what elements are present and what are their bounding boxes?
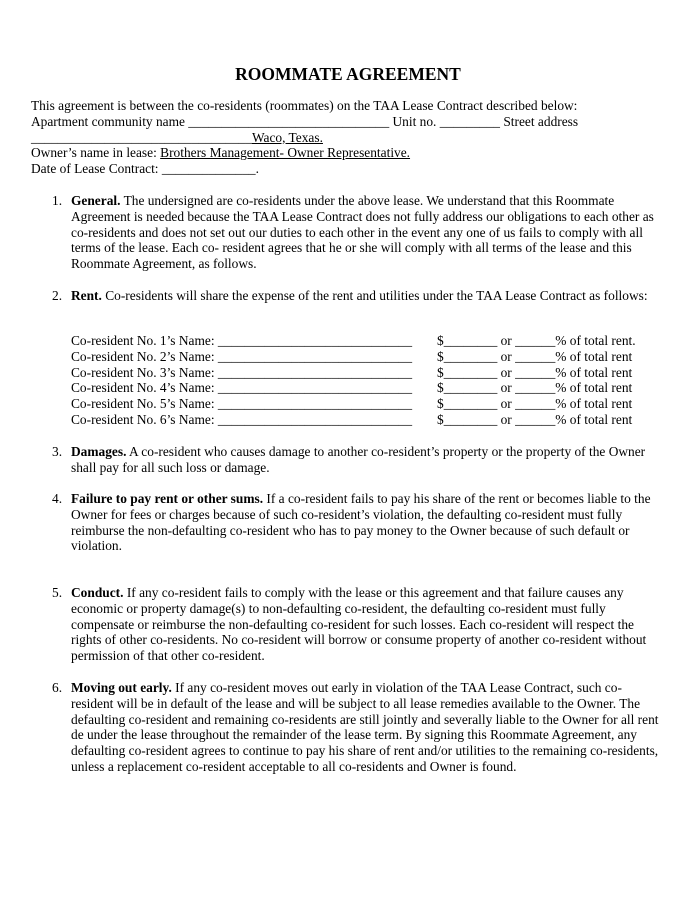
address-city: Waco, Texas. [251,129,323,145]
section-heading: General. [71,193,121,208]
intro-line-owner [31,145,661,161]
co-resident-name-field: Co-resident No. 3’s Name: _____________________________ [71,364,413,380]
section-number: 3. [52,444,63,459]
intro-line-date: Date of Lease Contract: ______________. [31,161,259,177]
rent-share-table [71,333,671,428]
rent-row [71,396,671,412]
rent-share-field: $________ or ______% of total rent [437,411,633,427]
intro-block [31,98,661,177]
rent-share-field: $________ or ______% of total rent [437,380,633,396]
address-blank: _________________________________ [31,129,252,145]
rent-share-field: $________ or ______% of total rent [437,348,633,364]
co-resident-name-field: Co-resident No. 2’s Name: _____________________________ [71,348,413,364]
section-conduct [31,585,661,664]
rent-share-field: $________ or ______% of total rent [437,396,633,412]
owner-label: Owner’s name in lease: [31,145,161,161]
section-heading: Conduct. [71,585,124,600]
section-number: 4. [52,491,63,506]
rent-row [71,349,671,365]
co-resident-name-field: Co-resident No. 1’s Name: _____________________________ [71,333,413,348]
section-text: A co-resident who causes damage to another co-resident’s property or the property of the Owner shall pay for all such loss or damage. [71,444,646,475]
rent-row [71,412,671,428]
section-number: 1. [52,193,63,208]
section-heading: Rent. [71,288,102,303]
intro-line-community: Apartment community name ______________________________ Unit no. _________ Street address [31,113,579,129]
section-failure-to-pay [31,491,661,554]
section-rent [31,288,661,304]
co-resident-name-field: Co-resident No. 6’s Name: _____________________________ [71,411,413,427]
section-number: 6. [52,680,63,695]
intro-line-parties: This agreement is between the co-residents (roommates) on the TAA Lease Contract described below: [31,98,578,113]
section-text: If a co-resident fails to pay his share of the rent or becomes liable to the Owner for fees or charges because of such co-resident’s violation, the defaulting co-resident must fully reimburse the non-defaulting co-resident who has to pay money to the Owner because of such default or violation. [71,491,651,554]
section-number: 2. [52,288,63,303]
rent-row [71,380,671,396]
document-title: ROOMMATE AGREEMENT [235,64,461,84]
owner-value: Brothers Management- Owner Representative. [160,145,411,161]
rent-row [71,365,671,381]
co-resident-name-field: Co-resident No. 4’s Name: _____________________________ [71,380,413,396]
section-damages [31,444,661,476]
section-text: If any co-resident fails to comply with the lease or this agreement and that failure causes any economic or property damage(s) to non-defaulting co-resident, the defaulting co-resident must fully compensate or reimburse the non-defaulting co-resident for such losses. Each co-resident will respect the rights of other co-residents. No co-resident will borrow or consume property of another co-resident without permission of that other co-resident. [71,585,647,664]
rent-share-field: $________ or ______% of total rent [437,364,633,380]
section-text: If any co-resident moves out early in violation of the TAA Lease Contract, such co-resident will be in default of the lease and will be subject to all lease remedies available to the Owner. The defaulting co-resident and remaining co-residents are still jointly and severally liable to the Owner for all rent de under the lease throughout the remainder of the lease term. By signing this Roommate Agreement, any defaulting co-resident agrees to continue to pay his share of rent and/or utilities to the remaining co-residents, unless a replacement co-resident acceptable to all co-residents and Owner is found. [71,680,659,774]
intro-line-address [31,130,661,146]
section-moving-out-early [31,680,661,775]
section-text: Co-residents will share the expense of the rent and utilities under the TAA Lease Contract as follows: [101,288,648,303]
section-text: The undersigned are co-residents under the above lease. We understand that this Roommate Agreement is needed because the TAA Lease Contract does not fully address our obligations to each other as co-residents and does not set out our duties to each other in the event any one of us fails to comply with all terms of the lease. Each co- resident agrees that he or she will comply with all terms of the lease and this Roommate Agreement, as follows. [71,193,654,272]
section-heading: Failure to pay rent or other sums. [71,491,264,506]
co-resident-name-field: Co-resident No. 5’s Name: _____________________________ [71,396,413,412]
section-heading: Moving out early. [71,680,172,695]
section-number: 5. [52,585,63,600]
section-heading: Damages. [71,444,127,459]
rent-row [71,333,671,349]
section-general [31,193,661,272]
rent-share-field: $________ or ______% of total rent. [437,333,636,348]
